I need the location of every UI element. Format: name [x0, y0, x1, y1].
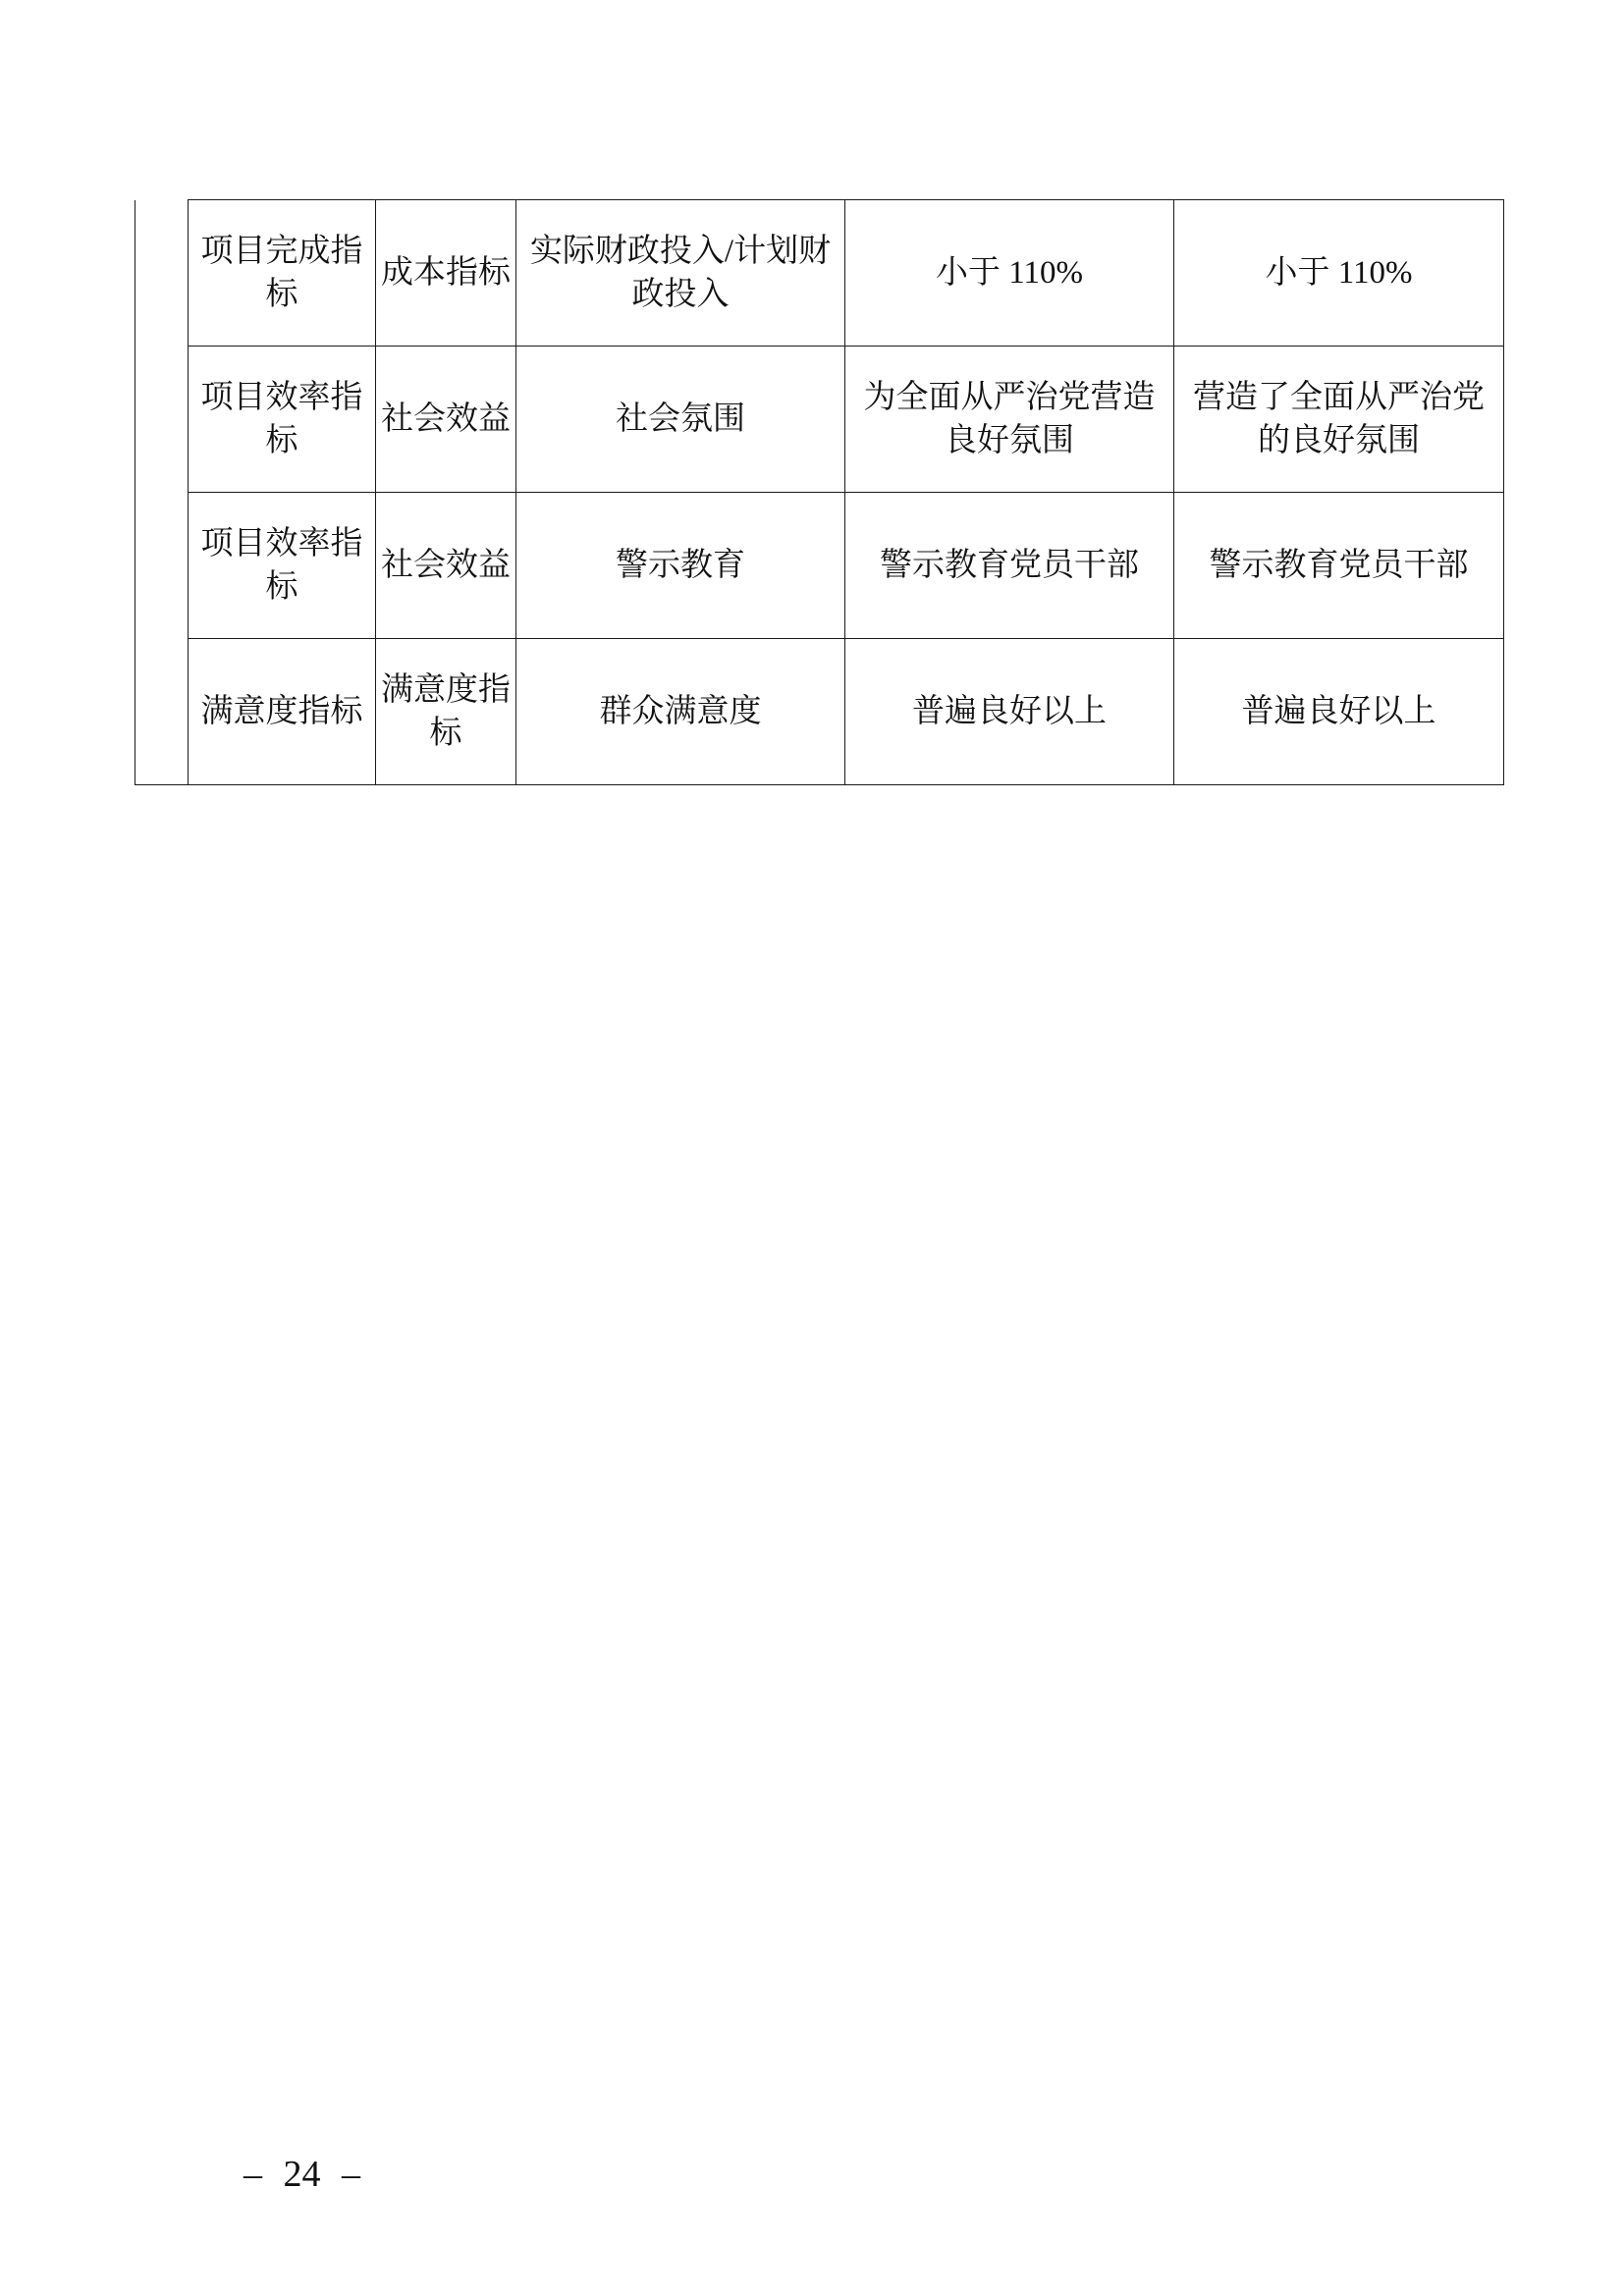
target-value-cell — [845, 200, 1174, 347]
indicator-level2-cell — [376, 493, 516, 639]
cell-text: 满意度指标 — [200, 694, 363, 729]
table-row — [135, 347, 1504, 493]
cell-text: 满意度指标 — [380, 672, 511, 751]
indicator-level1-cell — [189, 347, 376, 493]
indicator-name-cell — [516, 200, 845, 347]
cell-text: 项目效率指标 — [200, 380, 363, 458]
actual-value-cell — [1174, 493, 1504, 639]
cell-text: 成本指标 — [380, 255, 511, 291]
performance-indicator-table — [135, 199, 1504, 785]
target-value-cell — [845, 493, 1174, 639]
cell-text: 警示教育党员干部 — [879, 548, 1139, 583]
indicator-name-cell — [516, 639, 845, 785]
indicator-level1-cell — [189, 493, 376, 639]
cell-text: 社会氛围 — [616, 401, 745, 437]
cell-text: 实际财政投入/计划财政投入 — [529, 234, 832, 312]
indicator-level2-cell — [376, 200, 516, 347]
page-number: – 24 – — [244, 2154, 360, 2195]
indicator-level2-cell — [376, 347, 516, 493]
indicator-level2-cell — [376, 639, 516, 785]
cell-text: 普遍良好以上 — [911, 694, 1107, 729]
cell-text: 普遍良好以上 — [1241, 694, 1436, 729]
actual-value-cell — [1174, 639, 1504, 785]
cell-text: 营造了全面从严治党的良好氛围 — [1192, 380, 1485, 458]
cell-text: 为全面从严治党营造良好氛围 — [863, 380, 1156, 458]
actual-value-cell — [1174, 347, 1504, 493]
actual-value-cell — [1174, 200, 1504, 347]
indicator-level1-cell — [189, 200, 376, 347]
cell-text: 社会效益 — [380, 401, 511, 437]
cell-text: 小于 110% — [935, 255, 1083, 291]
cell-text: 小于 110% — [1265, 255, 1413, 291]
indicator-name-cell — [516, 493, 845, 639]
cell-text: 社会效益 — [380, 548, 511, 583]
cell-text: 警示教育 — [616, 548, 745, 583]
indicator-level1-cell — [189, 639, 376, 785]
cell-text: 项目完成指标 — [200, 234, 363, 312]
indicator-name-cell — [516, 347, 845, 493]
table-row — [135, 639, 1504, 785]
target-value-cell — [845, 347, 1174, 493]
cell-text: 群众满意度 — [599, 694, 762, 729]
cell-text: 项目效率指标 — [200, 526, 363, 605]
cell-text: 警示教育党员干部 — [1209, 548, 1469, 583]
target-value-cell — [845, 639, 1174, 785]
table-row — [135, 200, 1504, 347]
continued-merged-cell — [135, 200, 189, 785]
table-row — [135, 493, 1504, 639]
